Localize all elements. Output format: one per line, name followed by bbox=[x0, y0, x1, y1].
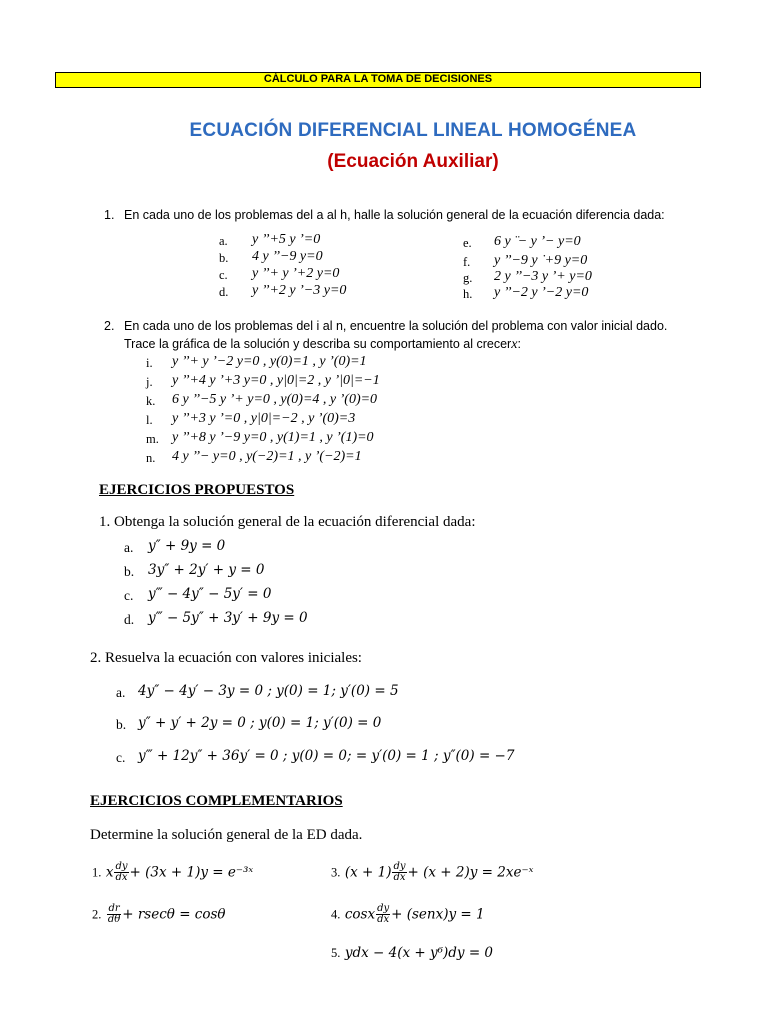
propuestos-heading: EJERCICIOS PROPUESTOS bbox=[99, 482, 295, 498]
list-label: 3. bbox=[331, 865, 341, 880]
equation: y ’’−2 y ’−2 y=0 bbox=[494, 285, 589, 300]
list-item bbox=[92, 862, 253, 883]
fraction bbox=[107, 904, 121, 925]
equation: y‴ + 12y″ + 36y′ = 0 ; y(0) = 0; = y′(0) = 1 ; y″(0) = −7 bbox=[138, 748, 515, 764]
equation: y ’’+4 y ’+3 y=0 , y|0|=2 , y ’|0|=−1 bbox=[172, 373, 380, 388]
equation-rest: + (senx)y = 1 bbox=[391, 906, 485, 923]
list-label: k. bbox=[146, 394, 156, 408]
equation-rest: + (x + 2)y = 2xe⁻ˣ bbox=[407, 864, 534, 881]
equation: y ’’+2 y ’−3 y=0 bbox=[252, 283, 347, 298]
fraction-numerator: dy bbox=[115, 861, 128, 872]
list-label: d. bbox=[219, 285, 229, 299]
equation: 3y″ + 2y′ + y = 0 bbox=[148, 562, 265, 578]
course-banner: CÁLCULO PARA LA TOMA DE DECISIONES bbox=[55, 72, 701, 88]
complementarios-intro: Determine la solución general de la ED dada. bbox=[90, 827, 363, 843]
equation-prefix: x bbox=[105, 864, 114, 881]
equation: 4y″ − 4y′ − 3y = 0 ; y(0) = 1; y′(0) = 5 bbox=[138, 683, 399, 699]
fraction-numerator: dy bbox=[393, 861, 406, 872]
equation: y ’’−9 y ̇ +9 y=0 bbox=[494, 253, 588, 268]
list-label: m. bbox=[146, 432, 159, 446]
problem-2-number: 2. bbox=[104, 319, 115, 333]
list-label: 4. bbox=[331, 907, 341, 922]
list-label: f. bbox=[463, 255, 471, 269]
fraction-denominator: dx bbox=[377, 914, 390, 925]
list-label: e. bbox=[463, 236, 472, 250]
equation: y ’’+3 y ’=0 , y|0|=−2 , y ’(0)=3 bbox=[172, 411, 356, 426]
list-label: 1. bbox=[92, 865, 102, 880]
equation: y‴ − 4y″ − 5y′ = 0 bbox=[148, 586, 272, 602]
list-label: g. bbox=[463, 271, 473, 285]
equation: y″ + 9y = 0 bbox=[148, 538, 226, 554]
fraction-denominator: dx bbox=[115, 872, 128, 883]
problem-2-text: En cada uno de los problemas del i al n, encuentre la solución del problema con valor inicial dado. bbox=[124, 319, 668, 333]
fraction-denominator: dx bbox=[393, 872, 406, 883]
list-item bbox=[92, 904, 226, 925]
equation: 2 y ’’−3 y ’+ y=0 bbox=[494, 269, 592, 284]
list-label: a. bbox=[124, 540, 134, 555]
equation: 6 y ’’−5 y ’+ y=0 , y(0)=4 , y ’(0)=0 bbox=[172, 392, 378, 407]
fraction-numerator: dr bbox=[108, 903, 120, 914]
equation-rest: + (3x + 1)y = e⁻³ˣ bbox=[129, 864, 254, 881]
list-label: l. bbox=[146, 413, 153, 427]
list-label: c. bbox=[116, 750, 126, 765]
list-label: j. bbox=[146, 375, 153, 389]
fraction bbox=[114, 862, 128, 883]
list-label: c. bbox=[219, 268, 228, 282]
variable-x: x bbox=[511, 337, 518, 352]
list-item bbox=[331, 944, 493, 962]
problem-1-text: En cada uno de los problemas del a al h, halle la solución general de la ecuación diferencia dada: bbox=[124, 208, 665, 222]
propuestos-question-2: 2. Resuelva la ecuación con valores iniciales: bbox=[90, 650, 362, 666]
equation: y ’’+ y ’−2 y=0 , y(0)=1 , y ’(0)=1 bbox=[172, 354, 367, 369]
list-label: h. bbox=[463, 287, 473, 301]
list-label: c. bbox=[124, 588, 134, 603]
fraction bbox=[392, 862, 406, 883]
list-item bbox=[331, 904, 485, 925]
equation: y‴ − 5y″ + 3y′ + 9y = 0 bbox=[148, 610, 308, 626]
list-label: i. bbox=[146, 356, 153, 370]
fraction-denominator: dθ bbox=[107, 914, 121, 925]
list-label: n. bbox=[146, 451, 156, 465]
list-label: b. bbox=[219, 251, 229, 265]
propuestos-question-1: 1. Obtenga la solución general de la ecuación diferencial dada: bbox=[99, 514, 476, 530]
colon: : bbox=[517, 337, 521, 351]
equation: 4 y ’’− y=0 , y(−2)=1 , y ’(−2)=1 bbox=[172, 449, 362, 464]
list-label: d. bbox=[124, 612, 135, 627]
equation: y ’’+8 y ’−9 y=0 , y(1)=1 , y ’(1)=0 bbox=[172, 430, 374, 445]
equation-prefix: (x + 1) bbox=[344, 864, 392, 881]
list-label: a. bbox=[219, 234, 228, 248]
complementarios-heading: EJERCICIOS COMPLEMENTARIOS bbox=[90, 793, 343, 809]
equation: 6 y ̈ − y ’− y=0 bbox=[494, 234, 581, 249]
problem-2-text-2: Trace la gráfica de la solución y describa su comportamiento al crecer bbox=[124, 337, 512, 351]
equation: y ’’+5 y ’=0 bbox=[252, 232, 321, 247]
fraction-numerator: dy bbox=[377, 903, 390, 914]
list-label: a. bbox=[116, 685, 126, 700]
list-label: b. bbox=[124, 564, 135, 579]
page-subtitle: (Ecuación Auxiliar) bbox=[327, 151, 499, 172]
list-item bbox=[331, 862, 533, 883]
page-title: ECUACIÓN DIFERENCIAL LINEAL HOMOGÉNEA bbox=[189, 120, 637, 141]
equation-rest: + rsecθ = cosθ bbox=[122, 906, 226, 923]
equation-prefix: cosx bbox=[344, 906, 376, 923]
equation: y ’’+ y ’+2 y=0 bbox=[252, 266, 340, 281]
problem-2-text-line2 bbox=[124, 337, 521, 353]
fraction bbox=[376, 904, 390, 925]
equation: y″ + y′ + 2y = 0 ; y(0) = 1; y′(0) = 0 bbox=[138, 715, 382, 731]
equation: 4 y ’’−9 y=0 bbox=[252, 249, 323, 264]
list-label: b. bbox=[116, 717, 127, 732]
problem-1-number: 1. bbox=[104, 208, 115, 222]
list-label: 5. bbox=[331, 946, 341, 960]
list-label: 2. bbox=[92, 907, 102, 922]
equation: ydx − 4(x + y⁶)dy = 0 bbox=[344, 945, 494, 961]
